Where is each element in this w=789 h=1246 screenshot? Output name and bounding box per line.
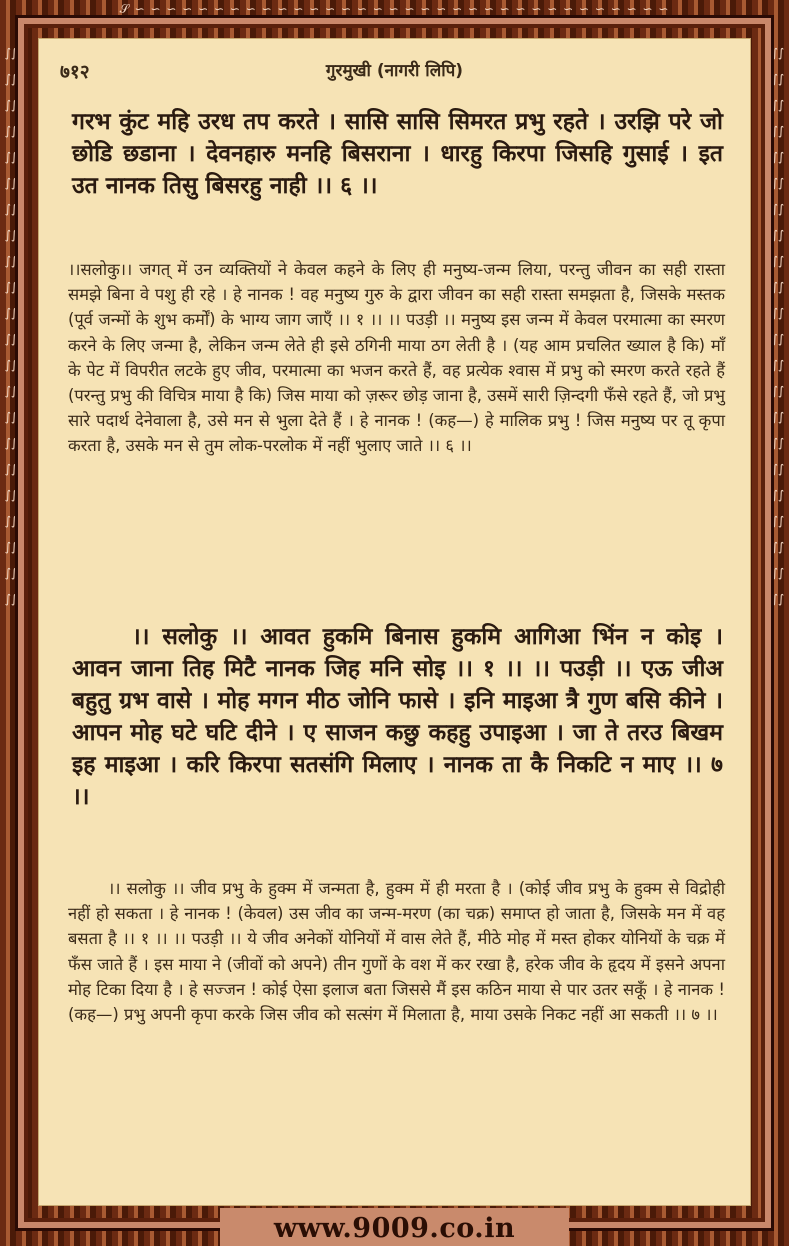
running-title: गुरमुखी (नागरी लिपि) — [325, 61, 464, 81]
border-ornament-top: 𝒮 ∽ ∽ ∽ ∽ ∽ ∽ ∽ ∽ ∽ ∽ ∽ ∽ ∽ ∽ ∽ ∽ ∽ ∽ ∽ ∽ ∽ ∽ ∽ ∽ ∽ ∽ ∽ ∽ ∽ ∽ ∽ ∽ ∽ ∽ — [119, 2, 670, 16]
hindi-explanation-2: ।। सलोकु ।। जीव प्रभु के हुक्म में जन्मता है, हुक्म में ही मरता है । (कोई जीव प्रभु के हुक्म से विद्रोही नहीं हो सकता । हे नानक ! (केवल) उस जीव का जन्म-मरण (का चक्र) समाप्त हो जाता है, जिसके मन में वह बसता है ।। १ ।। ।। पउड़ी ।। ये जीव अनेकों योनियों में वास लेते हैं, मीठे मोह में मस्त होकर योनियों के चक्र में फँस जाते हैं । इस माया ने (जीवों को अपने) तीन गुणों के वश में कर रखा है, हरेक जीव के हृदय में इसने अपना मोह टिका दिया है । हे सज्जन ! कोई ऐसा इलाज बता जिससे मैं इस कठिन माया से पार उतर सकूँ । हे नानक ! (कह—) प्रभु अपनी कृपा करके जिस जीव को सत्संग में मिलाता है, माया उसके निकट नहीं आ सकती ।। ७ ।। — [68, 879, 725, 1025]
gurmukhi-verse-2: ।। सलोकु ।। आवत हुकमि बिनास हुकमि आगिआ भिंन न कोइ । आवन जाना तिह मिटै नानक जिह मनि सोइ ।। १ ।। ।। पउड़ी ।। एऊ जीअ बहुतु ग्रभ वासे । मोह मगन मीठ जोनि फासे । इनि माइआ त्रै गुण बसि कीने । आपन मोह घटे घटि दीने । ए साजन कछु कहहु उपाइआ । जा ते तरउ बिखम इह माइआ । करि किरपा सतसंगि मिलाए । नानक ता कै निकटि न माए ।। ७ ।। — [72, 624, 723, 810]
hindi-explanation-1: ।।सलोकु।। जगत् में उन व्यक्तियों ने केवल कहने के लिए ही मनुष्य-जन्म लिया, परन्तु जीवन का सही रास्ता समझे बिना वे पशु ही रहे । हे नानक ! वह मनुष्य गुरु के द्वारा जीवन का सही रास्ता समझता है, जिसके मस्तक (पूर्व जन्मों के शुभ कर्मों) के भाग्य जाग जाएँ ।। १ ।। ।। पउड़ी ।। मनुष्य इस जन्म में केवल परमात्मा का स्मरण करने के लिए जन्मा है, लेकिन जन्म लेते ही इसे ठगिनी माया ठग लेती है । (यह आम प्रचलित ख्याल है कि) माँ के पेट में विपरीत लटके हुए जीव, परमात्मा का भजन करते हैं, वह प्रत्येक श्वास में प्रभु को स्मरण करते रहते हैं (परन्तु प्रभु की विचित्र माया है कि) जिस माया को ज़रूर छोड़ जाना है, उसमें सारी ज़िन्दगी फँसे रहते हैं, जो प्रभु सारे पदार्थ देनेवाला है, उसे मन से भुला देते हैं । हे नानक ! (कह—) हे मालिक प्रभु ! जिस मनुष्य पर तू कृपा करता है, उसके मन से तुम लोक-परलोक में नहीं भुलाए जाते ।। ६ ।। — [68, 260, 725, 456]
website-url[interactable]: www.9009.co.in — [273, 1213, 516, 1244]
border-ornament-right: ∫∫∫∫∫∫∫∫∫∫∫∫∫∫∫∫∫∫∫∫∫∫∫∫∫∫∫∫∫∫∫∫∫∫∫∫∫∫∫∫∫∫∫∫ — [771, 46, 785, 606]
gurmukhi-verse-1: गरभ कुंट महि उरध तप करते । सासि सासि सिमरत प्रभु रहते । उरझि परे जो छोडि छडाना । देवनहारु मनहि बिसराना । धारहु किरपा जिसहि गुसाई । इत उत नानक तिसु बिसरहु नाही ।। ६ ।। — [72, 109, 723, 199]
page-number: ७१२ — [60, 61, 90, 83]
book-page — [38, 38, 751, 1206]
border-ornament-left: ∫∫∫∫∫∫∫∫∫∫∫∫∫∫∫∫∫∫∫∫∫∫∫∫∫∫∫∫∫∫∫∫∫∫∫∫∫∫∫∫∫∫∫∫ — [4, 46, 18, 606]
page-header — [38, 58, 751, 84]
